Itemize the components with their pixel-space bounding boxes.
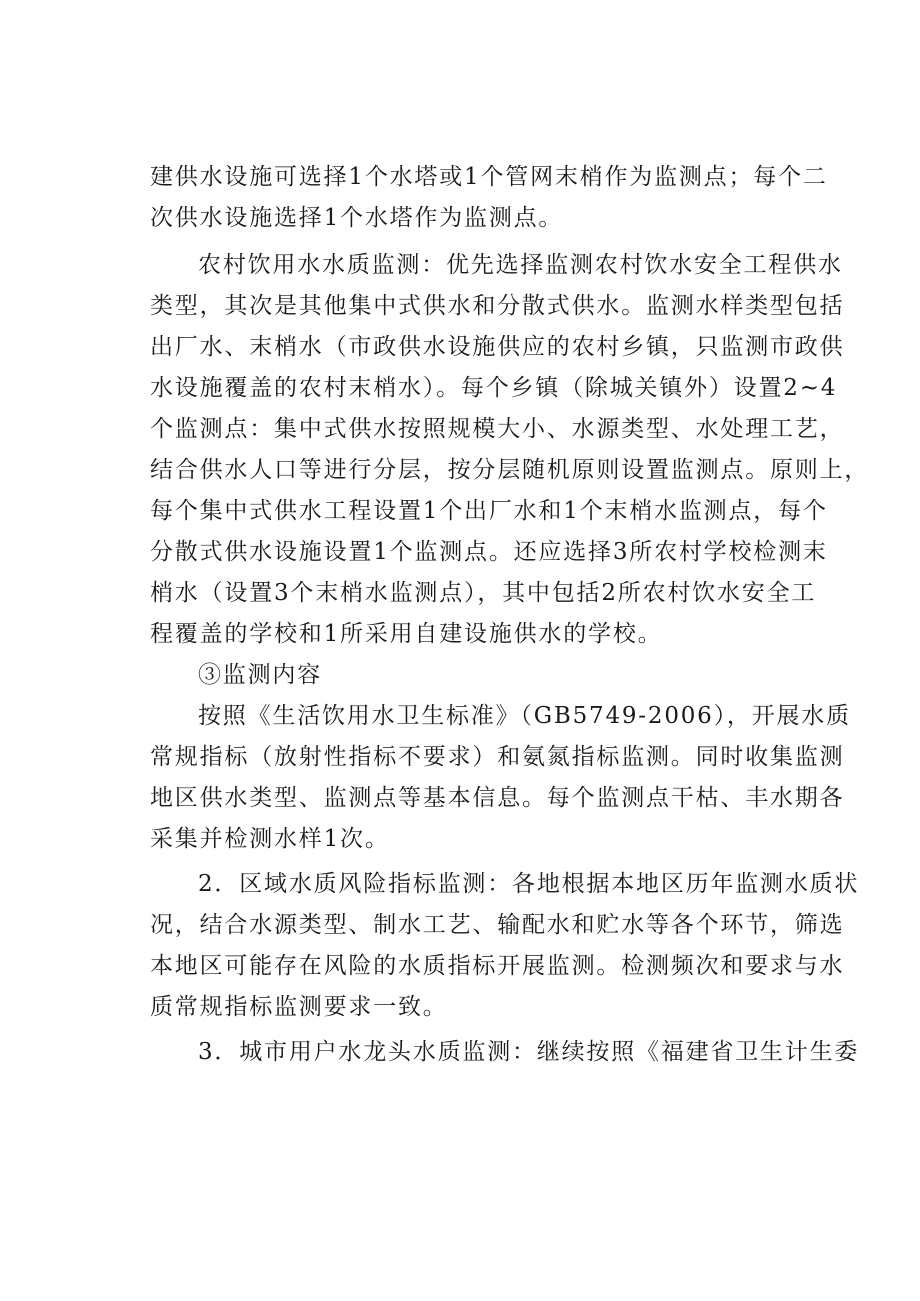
text-line: ③监测内容 <box>198 662 322 688</box>
paragraph <box>150 245 870 655</box>
text-line: 地区供水类型、监测点等基本信息。每个监测点干枯、丰水期各 <box>150 785 845 811</box>
text-line: 梢水（设置3个末梢水监测点），其中包括2所农村饮水安全工 <box>150 580 817 606</box>
text-line: 个监测点：集中式供水按照规模大小、水源类型、水处理工艺， <box>150 416 845 442</box>
text-line: 3．城市用户水龙头水质监测：继续按照《福建省卫生计生委 <box>198 1039 860 1065</box>
text-line: 农村饮用水水质监测：优先选择监测农村饮水安全工程供水 <box>198 252 843 278</box>
text-line: 况，结合水源类型、制水工艺、输配水和贮水等各个环节，筛选 <box>150 912 845 938</box>
text-line: 采集并检测水样1次。 <box>150 826 390 852</box>
text-line: 次供水设施选择1个水塔作为监测点。 <box>150 205 564 231</box>
paragraph <box>150 696 851 860</box>
text-line: 质常规指标监测要求一致。 <box>150 994 448 1020</box>
text-line: 2．区域水质风险指标监测：各地根据本地区历年监测水质状 <box>198 871 860 897</box>
text-line: 按照《生活饮用水卫生标准》（GB5749-2006），开展水质 <box>198 703 851 729</box>
document-body <box>150 157 870 1073</box>
text-line: 水设施覆盖的农村末梢水）。每个乡镇（除城关镇外）设置2~4 <box>150 375 838 401</box>
text-line: 类型，其次是其他集中式供水和分散式供水。监测水样类型包括 <box>150 293 845 319</box>
text-line: 建供水设施可选择1个水塔或1个管网末梢作为监测点；每个二 <box>150 164 828 190</box>
text-line: 程覆盖的学校和1所采用自建设施供水的学校。 <box>150 621 663 647</box>
text-line: 本地区可能存在风险的水质指标开展监测。检测频次和要求与水 <box>150 953 845 979</box>
text-line: 出厂水、末梢水（市政供水设施供应的农村乡镇，只监测市政供 <box>150 334 845 360</box>
section-heading <box>150 655 805 696</box>
text-line: 分散式供水设施设置1个监测点。还应选择3所农村学校检测末 <box>150 539 828 565</box>
paragraph <box>150 1032 860 1073</box>
text-line: 常规指标（放射性指标不要求）和氨氮指标监测。同时收集监测 <box>150 744 845 770</box>
text-line: 结合供水人口等进行分层，按分层随机原则设置监测点。原则上， <box>150 457 870 483</box>
paragraph <box>150 864 860 1028</box>
paragraph <box>150 157 828 239</box>
text-line: 每个集中式供水工程设置1个出厂水和1个末梢水监测点，每个 <box>150 498 828 524</box>
